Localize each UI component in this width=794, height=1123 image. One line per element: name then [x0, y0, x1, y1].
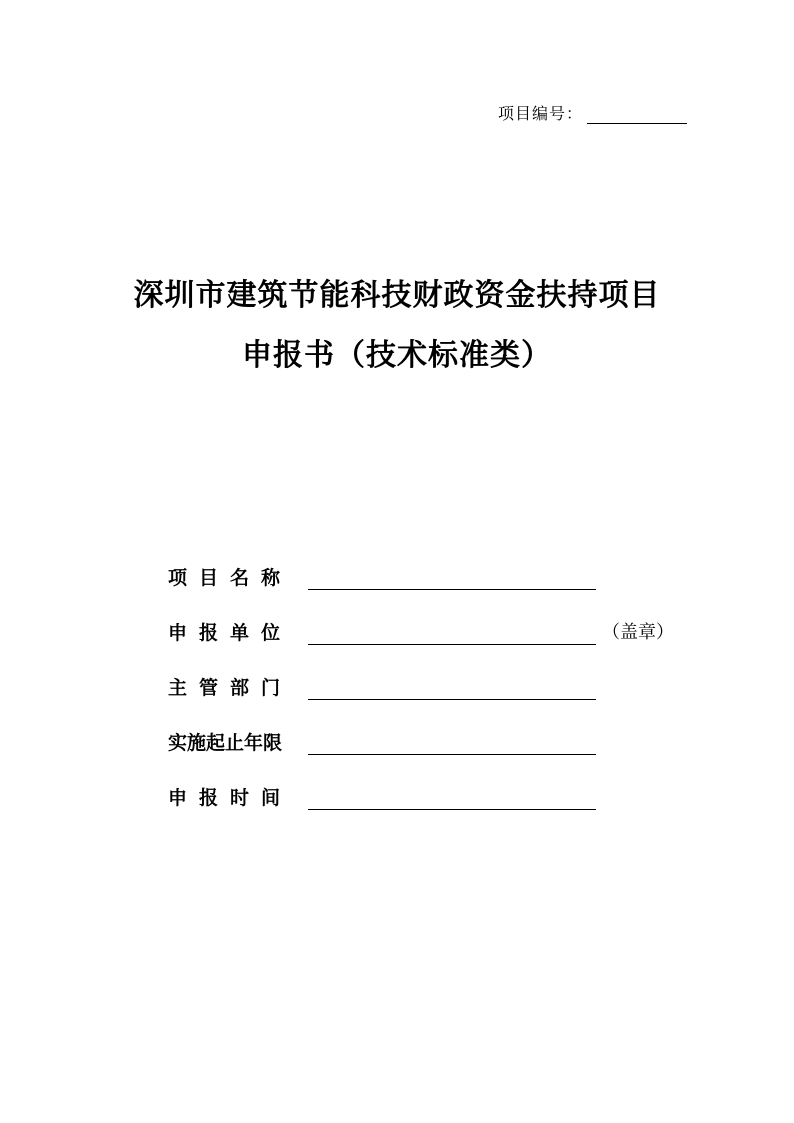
field-label: 申报时间	[168, 787, 293, 809]
field-applicant-unit	[168, 621, 674, 645]
field-blank-line	[308, 567, 596, 590]
document-title-line-2: 申报书（技术标准类）	[242, 338, 552, 373]
field-label: 实施起止年限	[168, 732, 283, 754]
field-label: 主管部门	[168, 677, 293, 699]
project-number	[498, 100, 687, 124]
project-number-label: 项目编号：	[498, 104, 584, 123]
project-number-blank	[587, 103, 687, 124]
field-project-name	[168, 566, 596, 590]
seal-note: （盖章）	[602, 622, 674, 643]
field-implementation-period	[168, 731, 596, 755]
field-supervising-dept	[168, 676, 596, 700]
field-blank-line	[308, 622, 596, 645]
document-title-line-1: 深圳市建筑节能科技财政资金扶持项目	[133, 278, 661, 313]
field-label: 项目名称	[168, 567, 293, 589]
field-blank-line	[308, 732, 596, 755]
field-application-date	[168, 786, 596, 810]
field-blank-line	[308, 677, 596, 700]
field-blank-line	[308, 787, 596, 810]
field-label: 申报单位	[168, 622, 293, 644]
